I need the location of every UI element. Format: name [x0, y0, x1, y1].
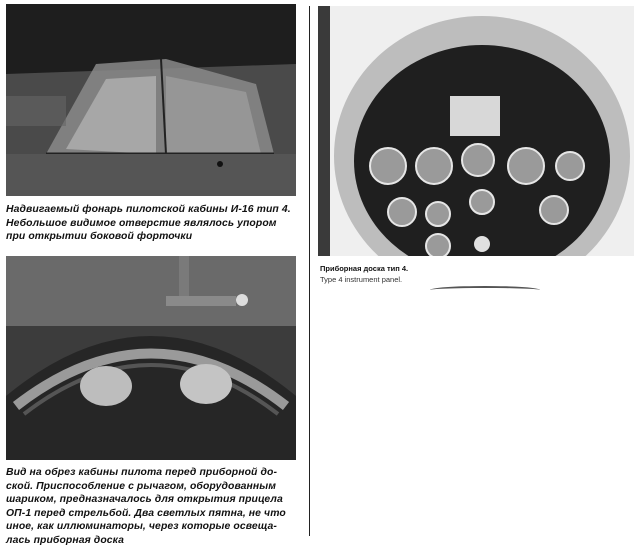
canopy-caption	[6, 203, 298, 244]
cockpit-rim-photo-image	[6, 256, 296, 460]
rim-caption-line-5: иное, как иллюминаторы, через которые освеща-	[6, 521, 277, 533]
instrument-panel-caption-ru: Приборная доска тип 4.	[320, 264, 409, 273]
rim-caption-line-6: лась приборная доска	[6, 534, 125, 546]
instrument-panel-photo	[318, 6, 634, 256]
instrument-panel-photo-image	[318, 6, 634, 256]
canopy-caption-line-2: Небольшое видимое отверстие являлось упором	[6, 217, 277, 229]
cockpit-rim-photo	[6, 256, 296, 460]
canopy-caption-line-1: Надвигаемый фонарь пилотской кабины И-16 тип 4.	[6, 204, 291, 215]
canopy-photo	[6, 4, 296, 196]
rim-caption-line-1: Вид на обрез кабины пилота перед приборной до-	[6, 467, 278, 478]
canopy-photo-image	[6, 4, 296, 196]
partial-image-edge	[430, 286, 540, 294]
rim-caption-line-3: шариком, предназначалось для открытия прицела	[6, 494, 283, 506]
canopy-caption-line-3: при открытии боковой форточки	[6, 231, 193, 243]
rim-caption-line-4: ОП-1 перед стрельбой. Два светлых пятна, не что	[6, 507, 286, 519]
instrument-panel-caption-en: Type 4 instrument panel.	[320, 275, 403, 284]
rim-caption-line-2: ской. Приспособление с рычагом, оборудованным	[6, 480, 277, 492]
cockpit-rim-caption	[6, 466, 298, 548]
column-divider	[309, 6, 310, 536]
